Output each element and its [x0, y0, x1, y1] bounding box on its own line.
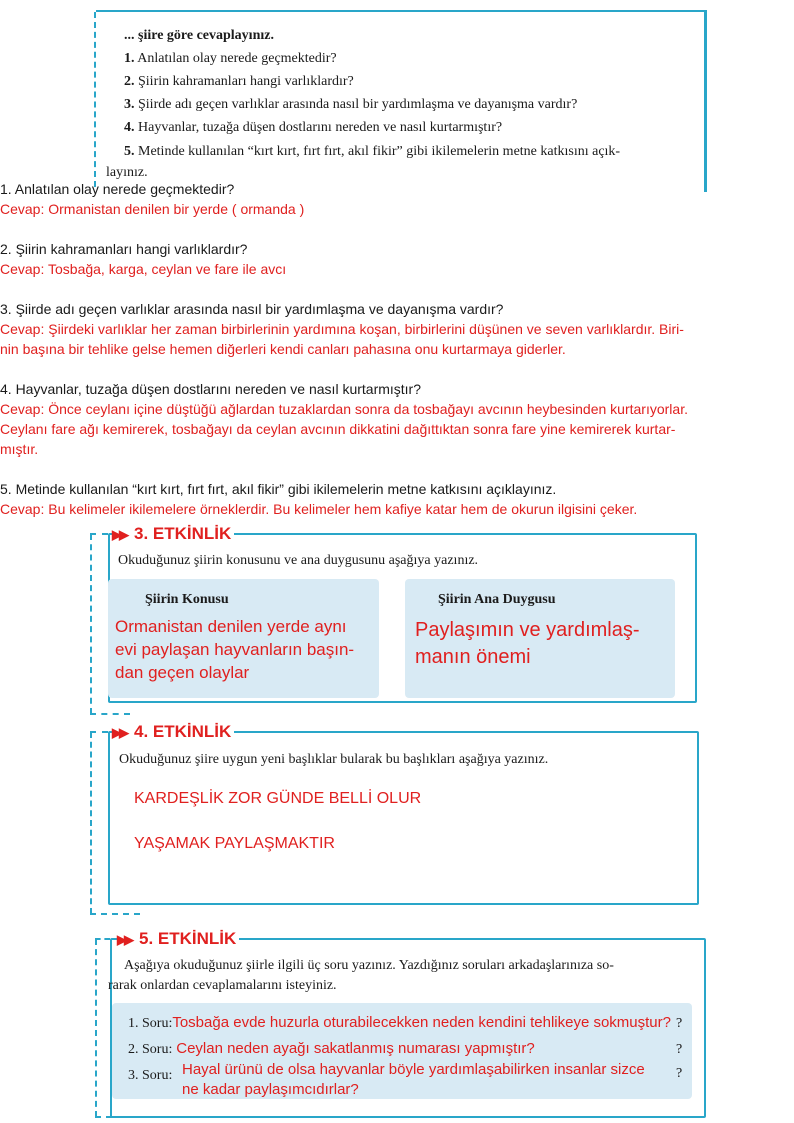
- answer-question: 2. Şiirin kahramanları hangi varlıklardır?: [0, 241, 248, 257]
- topic-answer-line: Ormanistan denilen yerde aynı: [115, 617, 347, 636]
- answer-text: Cevap: Tosbağa, karga, ceylan ve fare ile avcı: [0, 261, 287, 277]
- activity-5-instruction-cont: rarak onlardan cevaplamalarını isteyiniz.: [108, 978, 337, 993]
- top-question-3: 3. Şiirde adı geçen varlıklar arasında nasıl bir yardımlaşma ve dayanışma vardır?: [124, 97, 578, 112]
- question-text: Tosbağa evde huzurla oturabilecekken neden kendini tehlikeye sokmuştur?: [172, 1014, 671, 1031]
- top-question-2: 2. Şiirin kahramanları hangi varlıklardır?: [124, 74, 354, 89]
- answer-3: [0, 299, 684, 359]
- answer-4: [0, 379, 688, 459]
- activity-5-title: ▶▶ 5. ETKİNLİK: [117, 929, 239, 949]
- answer-text: Cevap: Ormanistan denilen bir yerde ( ormanda ): [0, 201, 305, 217]
- double-arrow-icon: ▶▶: [117, 932, 131, 947]
- answer-1: [0, 179, 304, 219]
- question-label: 3. Soru:: [128, 1068, 173, 1083]
- top-question-1: 1. Anlatılan olay nerede geçmektedir?: [124, 51, 337, 66]
- question-text: Hayal ürünü de olsa hayvanlar böyle yardımlaşabilirken insanlar sizce: [182, 1061, 645, 1078]
- question-box-heading: ... şiire göre cevaplayınız.: [124, 28, 274, 43]
- answer-question: 5. Metinde kullanılan “kırt kırt, fırt fırt, akıl fikir” gibi ikilemelerin metne katkısını açıklayınız.: [0, 481, 557, 497]
- answer-text: Cevap: Önce ceylanı içine düştüğü ağlardan tuzaklardan sonra da tosbağayı avcının heybesinden kurtarıyorlar.: [0, 401, 688, 417]
- activity-3-instruction: Okuduğunuz şiirin konusunu ve ana duygusunu aşağıya yazınız.: [118, 553, 479, 568]
- topic-answer-line: dan geçen olaylar: [115, 663, 250, 682]
- activity-5-instruction: Aşağıya okuduğunuz şiirle ilgili üç soru yazınız. Yazdığınız soruları arkadaşlarınıza so-: [124, 958, 614, 973]
- answer-2: [0, 239, 286, 279]
- answer-text: Cevap: Şiirdeki varlıklar her zaman birbirlerinin yardımına koşan, birbirlerini düşünen ve seven varlıklardır. Biri-: [0, 321, 684, 337]
- question-mark: ?: [676, 1066, 683, 1081]
- topic-answer-line: evi paylaşan hayvanların başın-: [115, 640, 355, 659]
- answer-question: 3. Şiirde adı geçen varlıklar arasında nasıl bir yardımlaşma ve dayanışma vardır?: [0, 301, 504, 317]
- activity-4-title: ▶▶ 4. ETKİNLİK: [112, 722, 234, 742]
- emotion-answer-line: manın önemi: [415, 646, 531, 668]
- question-row-2: [128, 1040, 535, 1058]
- activity-4-instruction: Okuduğunuz şiire uygun yeni başlıklar bularak bu başlıkları aşağıya yazınız.: [119, 752, 549, 767]
- question-label: 2. Soru:: [128, 1042, 173, 1057]
- top-question-4: 4. Hayvanlar, tuzağa düşen dostlarını nereden ve nasıl kurtarmıştır?: [124, 120, 503, 135]
- double-arrow-icon: ▶▶: [112, 527, 126, 542]
- answer-text: Cevap: Bu kelimeler ikilemelere örneklerdir. Bu kelimeler hem kafiye katar hem de okurun ilgisini çeker.: [0, 501, 638, 517]
- answer-text: nin başına bir tehlike gelse hemen diğerleri kendi canları pahasına onu kurtarmaya giderler.: [0, 341, 566, 357]
- question-mark: ?: [676, 1042, 683, 1057]
- answer-text: Ceylanı fare ağı kemirerek, tosbağayı da ceylan avcının dikkatini dağıttıktan sonra fare yine kemirerek kurtar-: [0, 421, 676, 437]
- question-text: Ceylan neden ayağı sakatlanmış numarası yapmıştır?: [176, 1040, 535, 1057]
- emotion-panel-heading: Şiirin Ana Duygusu: [438, 592, 556, 607]
- answer-text: mıştır.: [0, 441, 39, 457]
- new-title-2: YAŞAMAK PAYLAŞMAKTIR: [134, 835, 335, 852]
- top-question-5: 5. Metinde kullanılan “kırt kırt, fırt fırt, akıl fikir” gibi ikilemelerin metne katkısını açık-: [124, 144, 621, 159]
- new-title-1: KARDEŞLİK ZOR GÜNDE BELLİ OLUR: [134, 790, 422, 807]
- activity-3-title: ▶▶ 3. ETKİNLİK: [112, 524, 234, 544]
- emotion-answer-line: Paylaşımın ve yardımlaş-: [415, 619, 640, 641]
- double-arrow-icon: ▶▶: [112, 725, 126, 740]
- question-row-3: [128, 1066, 172, 1084]
- question-label: 1. Soru:: [128, 1016, 173, 1031]
- top-question-5-cont: layınız.: [106, 165, 148, 180]
- question-mark: ?: [676, 1016, 683, 1031]
- question-text: ne kadar paylaşımcıdırlar?: [182, 1081, 359, 1098]
- answer-question: 1. Anlatılan olay nerede geçmektedir?: [0, 181, 235, 197]
- answer-question: 4. Hayvanlar, tuzağa düşen dostlarını nereden ve nasıl kurtarmıştır?: [0, 381, 422, 397]
- question-row-1: [128, 1014, 671, 1032]
- answer-5: [0, 479, 637, 519]
- topic-panel-heading: Şiirin Konusu: [145, 592, 229, 607]
